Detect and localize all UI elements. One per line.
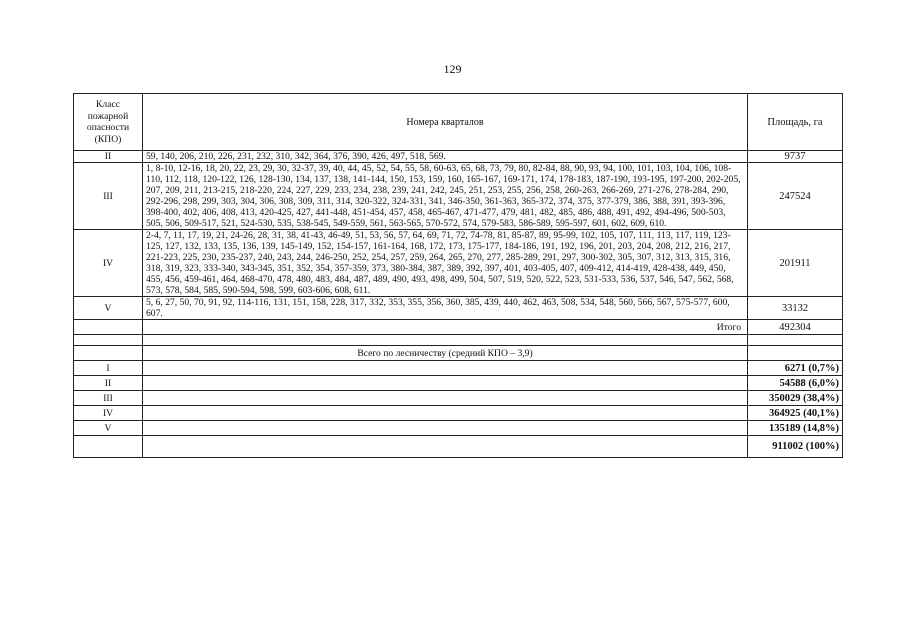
row-quarters: 5, 6, 27, 50, 70, 91, 92, 114-116, 131, 151, 158, 228, 317, 332, 353, 355, 356, 360, 385, 439, 440, 462, 463, 508, 534, 548, 560, 566, 567, 575-577, 600, 607. [143, 297, 748, 320]
grand-total-row [74, 436, 843, 458]
summary-title: Всего по лесничеству (средний КПО – 3,9) [143, 346, 748, 361]
header-area: Площадь, га [748, 94, 843, 151]
page-number: 129 [443, 62, 462, 76]
fire-class-table [73, 93, 843, 458]
summary-class: IV [74, 406, 143, 421]
summary-value: 364925 (40,1%) [748, 406, 843, 421]
summary-class: I [74, 361, 143, 376]
summary-value: 135189 (14,8%) [748, 421, 843, 436]
row-class: IV [74, 230, 143, 297]
spacer-row [74, 335, 843, 346]
summary-row [74, 361, 843, 376]
spacer-cell [748, 335, 843, 346]
summary-empty-cell [748, 346, 843, 361]
row-class: III [74, 163, 143, 230]
row-class: II [74, 151, 143, 163]
summary-row [74, 406, 843, 421]
row-area: 9737 [748, 151, 843, 163]
row-area: 33132 [748, 297, 843, 320]
summary-empty-cell [143, 361, 748, 376]
grand-total-value: 911002 (100%) [748, 436, 843, 458]
grand-total-empty-cell [74, 436, 143, 458]
summary-row [74, 376, 843, 391]
summary-row [74, 421, 843, 436]
total-row [74, 320, 843, 335]
row-area: 201911 [748, 230, 843, 297]
header-quarters: Номера кварталов [143, 94, 748, 151]
summary-value: 6271 (0,7%) [748, 361, 843, 376]
summary-value: 350029 (38,4%) [748, 391, 843, 406]
summary-empty-cell [143, 391, 748, 406]
summary-title-row [74, 346, 843, 361]
table-header-row [74, 94, 843, 151]
summary-value: 54588 (6,0%) [748, 376, 843, 391]
row-quarters: 1, 8-10, 12-16, 18, 20, 22, 23, 29, 30, 32-37, 39, 40, 44, 45, 52, 54, 55, 58, 60-63, 65, 68, 73, 79, 80, 82-84, 88, 90, 93, 94, 100, 101, 103, 104, 106, 108-110, 112, 118, 120-122, 126, 128-130, 134, 137, 138, 141-144, 150, 153, 159, 160, 165-167, 169-171, 174, 178-183, 187-190, 193-195, 197-200, 202-205, 207, 209, 211, 213-215, 218-220, 224, 227, 229, 233, 234, 238, 239, 241, 242, 245, 251, 253, 255, 256, 258, 260-263, 266-269, 271-276, 278-284, 290, 292-296, 298, 299, 303, 304, 306, 308, 309, 311, 314, 320-322, 324-331, 341, 346-350, 361-363, 365-372, 374, 375, 377-379, 386, 388, 391, 393-396, 398-400, 402, 406, 408, 413, 420-425, 427, 441-448, 451-454, 457, 458, 465-467, 471-477, 479, 481, 482, 485, 486, 488, 491, 492, 494-496, 500-503, 505, 506, 509-517, 521, 524-530, 535, 538-545, 549-559, 561, 563-565, 570-572, 574, 579-583, 586-589, 595-597, 601, 602, 609, 610. [143, 163, 748, 230]
row-area: 247524 [748, 163, 843, 230]
row-quarters: 2-4, 7, 11, 17, 19, 21, 24-26, 28, 31, 38, 41-43, 46-49, 51, 53, 56, 57, 64, 69, 71, 72, 74-78, 81, 85-87, 89, 95-99, 102, 105, 107, 111, 113, 117, 119, 123-125, 127, 132, 133, 135, 136, 139, 145-149, 152, 154-157, 161-164, 168, 172, 173, 175-177, 184-186, 191, 192, 196, 201, 203, 204, 208, 212, 216, 217, 221-223, 225, 230, 235-237, 240, 243, 244, 246-250, 252, 254, 257, 259, 264, 265, 270, 277, 285-289, 291, 297, 300-302, 305, 307, 312, 313, 315, 316, 318, 319, 323, 333-340, 343-345, 351, 352, 354, 357-359, 373, 380-384, 387, 389, 392, 397, 401, 403-405, 407, 409-412, 414-419, 428-438, 449, 450, 455, 456, 459-461, 464, 468-470, 478, 480, 483, 484, 487, 489, 490, 493, 498, 499, 504, 507, 519, 520, 522, 523, 531-533, 536, 537, 546, 547, 562, 568, 573, 578, 584, 585, 590-594, 598, 599, 603-606, 608, 611. [143, 230, 748, 297]
summary-class: V [74, 421, 143, 436]
summary-empty-cell [143, 406, 748, 421]
table-row [74, 163, 843, 230]
total-empty-cell [74, 320, 143, 335]
summary-empty-cell [74, 346, 143, 361]
table-row [74, 151, 843, 163]
summary-class: II [74, 376, 143, 391]
grand-total-empty-cell [143, 436, 748, 458]
total-label: Итого [143, 320, 748, 335]
summary-row [74, 391, 843, 406]
header-class: Класс пожарной опасности (КПО) [74, 94, 143, 151]
table-row [74, 230, 843, 297]
spacer-cell [143, 335, 748, 346]
table-row [74, 297, 843, 320]
spacer-cell [74, 335, 143, 346]
summary-empty-cell [143, 421, 748, 436]
total-value: 492304 [748, 320, 843, 335]
summary-class: III [74, 391, 143, 406]
row-class: V [74, 297, 143, 320]
summary-empty-cell [143, 376, 748, 391]
row-quarters: 59, 140, 206, 210, 226, 231, 232, 310, 342, 364, 376, 390, 426, 497, 518, 569. [143, 151, 748, 163]
